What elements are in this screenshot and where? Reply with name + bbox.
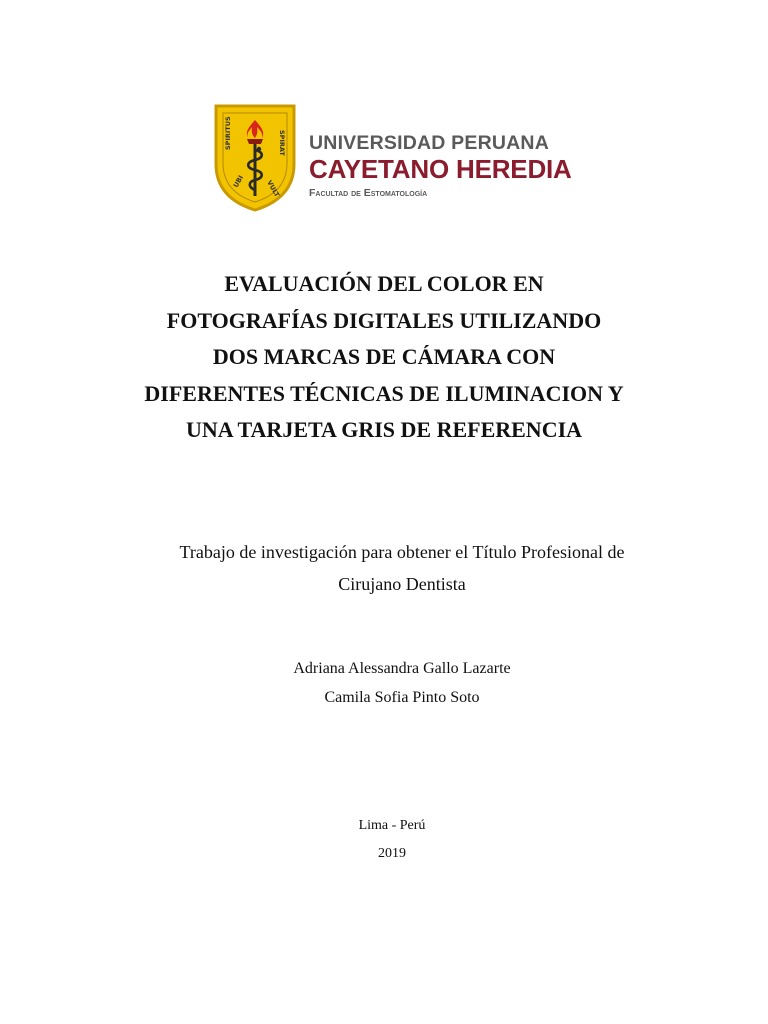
university-name-line1: UNIVERSIDAD PERUANA: [309, 132, 549, 154]
place-and-year: [0, 812, 768, 868]
place: Lima - Perú: [358, 818, 426, 833]
subtitle-line: Cirujano Dentista: [338, 574, 466, 594]
university-name-line2: CAYETANO HEREDIA: [309, 154, 572, 184]
svg-text:SPIRITUS: SPIRITUS: [224, 116, 232, 150]
authors: [0, 654, 768, 712]
author-name: Adriana Alessandra Gallo Lazarte: [293, 660, 511, 677]
shield-emblem-icon: [212, 102, 298, 212]
title-line: EVALUACIÓN DEL COLOR EN: [224, 271, 544, 296]
title-line: FOTOGRAFÍAS DIGITALES UTILIZANDO: [166, 307, 602, 333]
year: 2019: [378, 846, 406, 861]
degree-subtitle: [0, 536, 768, 600]
subtitle-line: Trabajo de investigación para obtener el Título Profesional de: [179, 542, 625, 562]
faculty-name: Facultad de Estomatología: [309, 187, 428, 199]
svg-text:VULT: VULT: [265, 179, 282, 199]
logo-wordmark: [309, 132, 609, 201]
title-line: DIFERENTES TÉCNICAS DE ILUMINACION Y: [144, 380, 624, 406]
svg-text:UBI: UBI: [231, 174, 246, 189]
author-name: Camila Sofia Pinto Soto: [324, 689, 480, 706]
svg-text:SPIRAT: SPIRAT: [278, 130, 286, 156]
title-line: DOS MARCAS DE CÁMARA CON: [212, 344, 556, 370]
university-logo: [212, 102, 602, 212]
thesis-title: [0, 266, 768, 449]
title-line: UNA TARJETA GRIS DE REFERENCIA: [185, 417, 583, 443]
